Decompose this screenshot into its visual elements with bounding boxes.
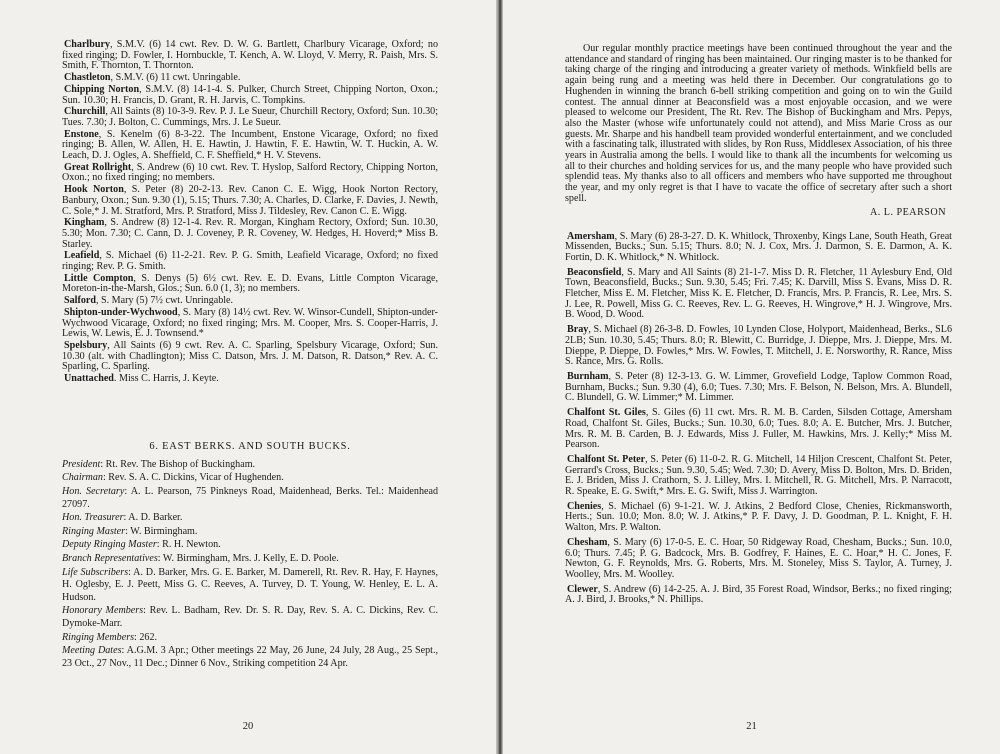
secretary-report: Our regular monthly practice meetings have been continued throughout the year and the attendance and standard of ringing has been maintained. Our ringing master is to be thanked for taking charge of the ringing and introducing a greater variety of methods. Winkfield bells are again being rung and a meeting was held there in December. Our congratulations go to Hughenden in winning the branch 6-bell striking competition and going on to win the Guild contest. The annual dinner at Beaconsfield was a most enjoyable occasion, and we were pleased to welcome our President, The Rt. Rev. The Bishop of Buckingham and Mrs. Pepys, also the Master (whose wife unfortunately could not attend), and Miss Marie Cross as our guests. Mr. Sharpe and his handbell team provided wonderful entertainment, and we concluded with a fascinating talk, illustrated with slides, by Ron Russ, Middlesex Association, of his three years in Australia among the bells. I would like to thank all the incumbents for welcoming us all to their churches and holding services for us, and the many people who have provided such splendid teas. My thanks also to all officers and members who have supported me throughout the year, and my only regret is that I have to vacate the office of secretary after such a short spell.	[565, 43, 952, 204]
officer-details: : A.G.M. 3 Apr.; Other meetings 22 May, 26 June, 24 July, 28 Aug., 25 Sept., 23 Oct., 27 Nov., 11 Dec.; Dinner 6 Nov., Striking competition 24 Apr.	[62, 645, 438, 669]
tower-name: Chastleton	[64, 72, 111, 84]
officer-details: : Rt. Rev. The Bishop of Buckingham.	[100, 458, 256, 470]
tower-details: , S.M.V. (8) 14-1-4. S. Pulker, Church Street, Chipping Norton, Oxon.; Sun. 10.30; H. Francis, D. Grant, R. H. Jarvis, C. Tompkins.	[62, 83, 438, 106]
branch-officers	[62, 459, 438, 671]
tower-name: Clewer	[567, 583, 598, 595]
officer-details: : Rev. S. A. C. Dickins, Vicar of Hughenden.	[102, 472, 284, 484]
tower-entry	[565, 232, 952, 264]
report-signature: A. L. PEARSON	[869, 206, 946, 218]
tower-details: , S.M.V. (6) 14 cwt. Rev. D. W. G. Bartlett, Charlbury Vicarage, Oxford; no fixed ringing; D. Fowler, I. Hornbuckle, T. Kench, A. W. Lloyd, V. Merry, R. Paish, Mrs. S. Smith, F. Thornton, T. Thornton.	[62, 39, 438, 72]
officer-role: Chairman	[62, 472, 103, 484]
tower-entry	[62, 308, 438, 340]
tower-entry	[565, 502, 952, 534]
officer-line	[62, 645, 438, 670]
book-gutter	[496, 0, 503, 754]
tower-details: , S. Mary (8) 14½ cwt. Rev. W. Winsor-Cundell, Shipton-under-Wychwood Vicarage, Oxford; no fixed ringing; Mrs. M. Cooper, Mrs. S. Cooper-Harris, J. Lewis, W. Lewis, E. J. Townsend.*	[62, 306, 438, 340]
tower-details: , S. Mary (6) 17-0-5. E. C. Hoar, 50 Ridgeway Road, Chesham, Bucks.; Sun. 10.0, 6.0; Thurs. 7.45; P. G. Badcock, Mrs. B. Godfrey, F. Haines, E. C. Hoar,* H. C. Jones, F. Newton, G. F. Reynolds, Mrs. G. Roberts, Mrs. M. Stoneley, Miss S. Taylor, A. Turney, J. Woolley, Mrs. M. Woolley.	[565, 536, 952, 580]
tower-name: Unattached	[64, 373, 114, 385]
tower-details: , S. Peter (6) 11-0-2. R. G. Mitchell, 14 Hiljon Crescent, Chalfont St. Peter, Gerrard's Cross, Bucks.; Sun. 9.30, 5.45; Wed. 7.30; D. Avery, Miss D. Bolton, Mrs. D. Briden, E. J. Briden, Miss J. Crathorn, S. J. Lilley, Mrs. I. Mitchell, R. G. Mitchell, Mrs. P. Narracott, R. Speake, E. G. Swift,* Mrs. E. G. Swift, Miss J. Warrington.	[565, 453, 952, 498]
tower-entry	[62, 218, 438, 250]
tower-details: , S. Denys (5) 6½ cwt. Rev. E. D. Evans, Little Compton Vicarage, Moreton-in-the-Marsh, Glos.; Sun. 6.0 (1, 3); no members.	[62, 272, 438, 295]
tower-entry	[565, 408, 952, 451]
tower-details: , S. Mary and All Saints (8) 21-1-7. Miss D. R. Fletcher, 11 Aylesbury End, Old Town, Beaconsfield, Bucks.; Sun. 9.30, 5.45; Fri. 7.45; K. Darvill, Miss S. Evans, Miss D. R. Fletcher, Miss E. M. Fletcher, Miss K. E. Fletcher, D. Francis, Mrs. P. Francis, R. Lee, Mrs. S. J. Lee, R. Powell, Miss G. C. Reeves, Rev. L. G. Reeves, H. Wingrove,* H. J. Wingrove, Mrs. B. Wood, D. Wood.	[565, 266, 952, 321]
officer-role: Hon. Secretary	[62, 485, 125, 497]
tower-details: , S. Andrew (8) 12-1-4. Rev. R. Morgan, Kingham Rectory, Oxford; Sun. 10.30, 5.30; Mon. 7.30; C. Cann, D. J. Coveney, P. R. Coveney, W. Hedges, H. Hoverd;* Miss B. Starley.	[62, 217, 438, 250]
officer-details: : R. H. Newton.	[156, 539, 221, 551]
tower-list-right	[565, 232, 952, 607]
tower-name: Little Compton	[64, 272, 134, 284]
tower-entry	[565, 325, 952, 368]
tower-name: Hook Norton	[64, 184, 124, 196]
tower-name: Chalfont St. Giles	[567, 407, 646, 419]
officer-role: Hon. Treasurer	[62, 512, 124, 524]
tower-entry	[62, 73, 438, 84]
officer-details: : A. D. Barker.	[123, 512, 183, 524]
officer-line	[62, 605, 438, 630]
tower-entry	[62, 107, 438, 128]
officer-details: : W. Birmingham.	[125, 525, 198, 537]
tower-entry	[62, 341, 438, 373]
officer-details: : A. L. Pearson, 75 Pinkneys Road, Maidenhead, Berks. Tel.: Maidenhead 27097.	[62, 485, 438, 510]
tower-entry	[62, 251, 438, 272]
tower-entry	[62, 296, 438, 307]
officer-role: Ringing Master	[62, 525, 126, 537]
officer-role: Deputy Ringing Master	[62, 539, 157, 551]
tower-details: , S. Peter (8) 12-3-13. G. W. Limmer, Grovefield Lodge, Taplow Common Road, Burnham, Bucks.; Sun. 9.30 (4), 6.0; Tues. 7.30; Mrs. F. Belson, N. Belson, Mrs. A. Blundell, C. Blundell, G. W. Limmer;* M. Limmer.	[565, 370, 952, 404]
tower-name: Bray	[567, 324, 589, 336]
tower-list-left	[62, 40, 438, 385]
tower-entry	[565, 455, 952, 498]
tower-entry	[565, 585, 952, 606]
page-number-right: 21	[746, 721, 757, 732]
officer-role: Honorary Members	[62, 605, 144, 617]
officer-details: : A. D. Barker, Mrs. G. E. Barker, M. Damerell, Rt. Rev. R. Hay, F. Haynes, H. Oglesby, E. J. Peett, Miss G. C. Reeves, A. Turvey, D. T. Young, W. Henley, E. L. A. Hudson.	[62, 566, 439, 603]
officer-line	[62, 459, 438, 472]
officer-role: Life Subscribers	[62, 566, 129, 578]
officer-role: Branch Representatives	[62, 552, 158, 564]
tower-details: , S. Michael (8) 26-3-8. D. Fowles, 10 Lynden Close, Holyport, Maidenhead, Berks., SL6 2LB; Sun. 10.30, 5.45; Thurs. 8.0; R. Blewitt, C. Burridge, J. Dieppe, Mrs. J. Dieppe, Mrs. M. Dieppe, P. Dieppe, D. Fowles,* Mrs. W. Fowles, T. Mitchell, J. E. Norsworthy, R. Rance, Miss S. Rance, Mrs. G. Rolls.	[565, 324, 952, 368]
tower-name: Chenies	[567, 500, 602, 512]
officer-role: President	[62, 458, 101, 470]
tower-entry	[62, 374, 438, 385]
tower-entry	[62, 130, 438, 162]
tower-entry	[565, 268, 952, 322]
officer-line	[62, 472, 438, 485]
tower-details: , S. Andrew (6) 10 cwt. Rev. T. Hyslop, Salford Rectory, Chipping Norton, Oxon.; no fixed ringing; no members.	[62, 161, 438, 184]
tower-details: , S. Mary (6) 28-3-27. D. K. Whitlock, Throxenby, Kings Lane, South Heath, Great Missenden, Bucks.; Sun. 5.15; Thurs. 8.0; N. J. Cox, Mrs. J. Darmon, S. E. Darmon, A. K. Fortin, D. K. Whitlock,* N. Whitlock.	[565, 230, 952, 263]
officer-details: : W. Birmingham, Mrs. J. Kelly, E. D. Poole.	[157, 552, 339, 564]
section-title: 6. EAST BERKS. AND SOUTH BUCKS.	[149, 440, 351, 452]
tower-name: Salford	[64, 295, 96, 307]
tower-details: , S. Michael (6) 11-2-21. Rev. P. G. Smith, Leafield Vicarage, Oxford; no fixed ringing; Rev. P. G. Smith.	[62, 250, 438, 273]
officer-line	[62, 553, 438, 566]
tower-name: Shipton-under-Wychwood	[64, 306, 178, 318]
officer-line	[62, 539, 438, 552]
page-21	[503, 0, 1000, 754]
tower-name: Leafield	[64, 250, 100, 262]
tower-name: Charlbury	[64, 39, 110, 50]
page-20	[0, 0, 496, 754]
tower-details: , S. Kenelm (6) 8-3-22. The Incumbent, Enstone Vicarage, Oxford; no fixed ringing; B. Allen, W. Allen, H. E. Hawtin, J. Hawtin, F. E. Hawtin, W. T. Huckin, A. W. Leach, D. J. Ogles, A. Sheffield, C. F. Sheffield,* H. V. Stevens.	[62, 128, 438, 162]
tower-entry	[62, 85, 438, 106]
tower-name: Kingham	[64, 217, 105, 229]
tower-details: , S.M.V. (6) 11 cwt. Unringable.	[110, 72, 241, 84]
tower-entry	[565, 538, 952, 581]
tower-entry	[62, 40, 438, 72]
tower-details: , S. Giles (6) 11 cwt. Mrs. R. M. B. Carden, Silsden Cottage, Amersham Road, Chalfont St. Giles, Bucks.; Sun. 10.30, 6.0; Tues. 8.0; A. E. Butcher, Mrs. J. Butcher, Mrs. R. M. B. Carden, B. J. Edwards, Miss J. Fuller, M. Hawkins, Mrs. J. Kelly;* Miss M. Pearson.	[565, 407, 952, 451]
officer-details: : 262.	[134, 631, 158, 643]
tower-details: , S. Michael (6) 9-1-21. W. J. Atkins, 2 Bedford Close, Chenies, Rickmansworth, Herts.; Sun. 10.0; Mon. 8.0; W. J. Atkins,* P. F. Davy, J. D. Goodman, P. L. Knight, F. H. Walton, Mrs. P. Walton.	[565, 500, 952, 534]
tower-name: Chalfont St. Peter	[567, 453, 646, 465]
tower-details: , All Saints (6) 9 cwt. Rev. A. C. Sparling, Spelsbury Vicarage, Oxford; Sun. 10.30 (alt. with Chadlington); Miss C. Datson, Mrs. J. M. Datson, R. Datson,* Rev. A. C. Sparling, C. Sparling.	[62, 339, 438, 373]
officer-line	[62, 567, 438, 605]
officer-line	[62, 526, 438, 539]
tower-name: Spelsbury	[64, 339, 108, 351]
officer-line	[62, 632, 438, 645]
officer-role: Ringing Members	[62, 631, 135, 643]
tower-details: , S. Mary (5) 7½ cwt. Unringable.	[95, 295, 234, 307]
tower-name: Churchill	[64, 106, 106, 118]
tower-name: Beaconsfield	[567, 266, 622, 278]
tower-details: , S. Andrew (6) 14-2-25. A. J. Bird, 35 Forest Road, Windsor, Berks.; no fixed ringing; A. J. Bird, J. Brooks,* N. Phillips.	[565, 583, 952, 606]
tower-name: Chipping Norton	[64, 83, 140, 95]
officer-role: Meeting Dates	[62, 645, 122, 657]
tower-name: Chesham	[567, 536, 608, 548]
tower-name: Enstone	[64, 128, 99, 140]
page-number-left: 20	[242, 721, 254, 732]
tower-entry	[62, 185, 438, 217]
tower-entry	[62, 274, 438, 295]
tower-name: Amersham	[567, 230, 615, 242]
tower-details: . Miss C. Harris, J. Keyte.	[113, 373, 219, 385]
officer-details: : Rev. L. Badham, Rev. Dr. S. R. Day, Rev. S. A. C. Dickins, Rev. C. Dymoke-Marr.	[62, 605, 438, 629]
tower-name: Great Rollright	[64, 161, 132, 173]
tower-name: Burnham	[567, 370, 609, 382]
tower-details: , All Saints (8) 10-3-9. Rev. P. J. Le Sueur, Churchill Rectory, Oxford; Sun. 10.30; Tues. 7.30; J. Bolton, C. Cummings, Mrs. J. Le Sueur.	[62, 106, 438, 128]
officer-line	[62, 512, 438, 525]
tower-details: , S. Peter (8) 20-2-13. Rev. Canon C. E. Wigg, Hook Norton Rectory, Banbury, Oxon.; Sun. 9.30 (1), 5.15; Thurs. 7.30; A. Charles, D. Clarke, F. Davies, J. Newth, C. Sole,* J. M. Stratford, Mrs. P. Stratford, Miss J. Tildesley, Rev. Canon C. E. Wigg.	[62, 184, 438, 217]
tower-entry	[62, 163, 438, 184]
tower-entry	[565, 372, 952, 404]
officer-line	[62, 486, 438, 511]
